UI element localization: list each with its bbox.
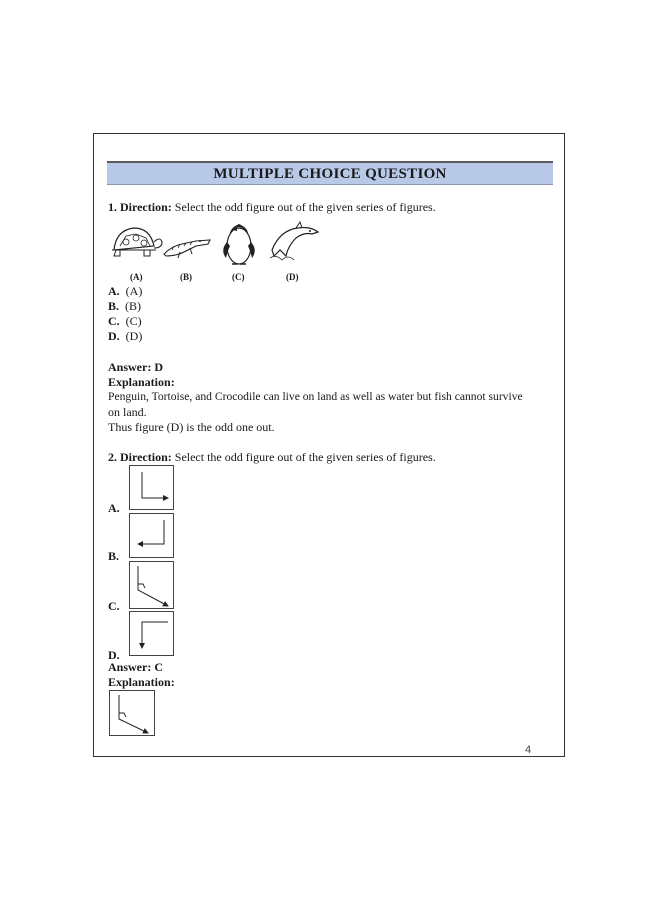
question-2-direction-label: Direction: xyxy=(120,450,172,464)
question-1-direction-label: Direction: xyxy=(120,200,172,214)
figure-label-a: (A) xyxy=(130,272,143,282)
question-2-option-c[interactable]: C. xyxy=(108,599,120,613)
question-1-explanation-line-1: Penguin, Tortoise, and Crocodile can live on land as well as water but fish cannot survive xyxy=(108,390,523,403)
question-2-figure-c xyxy=(129,561,174,609)
question-2-direction-text: Select the odd figure out of the given series of figures. xyxy=(174,450,436,464)
question-2-figure-b xyxy=(129,513,174,558)
question-2-answer: Answer: C xyxy=(108,660,163,674)
question-1-answer: Answer: D xyxy=(108,360,163,374)
question-1-explanation-line-2: on land. xyxy=(108,405,147,419)
section-header: MULTIPLE CHOICE QUESTION xyxy=(107,161,553,185)
figure-label-b: (B) xyxy=(180,272,192,282)
question-2-option-b[interactable]: B. xyxy=(108,549,120,563)
question-1-option-c[interactable]: C. (C) xyxy=(108,314,142,328)
figure-label-d: (D) xyxy=(286,272,299,282)
question-1-explanation-line-3: Thus figure (D) is the odd one out. xyxy=(108,420,275,434)
question-2-number: 2. xyxy=(108,450,117,464)
question-2-explanation-label: Explanation: xyxy=(108,675,175,689)
tortoise-icon xyxy=(108,220,164,266)
question-1-option-b[interactable]: B. (B) xyxy=(108,299,142,313)
question-1-explanation-label: Explanation: xyxy=(108,375,175,389)
question-2-option-d[interactable]: D. xyxy=(108,648,120,662)
question-2-direction xyxy=(108,450,436,464)
dolphin-icon xyxy=(266,216,322,266)
figure-label-c: (C) xyxy=(232,272,245,282)
penguin-icon xyxy=(216,216,262,268)
question-2-explanation-figure xyxy=(109,690,155,736)
question-1-direction-text: Select the odd figure out of the given series of figures. xyxy=(174,200,436,214)
page-number: 4 xyxy=(525,744,532,756)
question-1-direction xyxy=(108,200,436,214)
question-1-option-a[interactable]: A. (A) xyxy=(108,284,143,298)
question-2-option-a[interactable]: A. xyxy=(108,501,120,515)
crocodile-icon xyxy=(162,224,212,262)
question-1-option-d[interactable]: D. (D) xyxy=(108,329,143,343)
question-2-figure-a xyxy=(129,465,174,510)
question-2-figure-d xyxy=(129,611,174,656)
question-1-number: 1. xyxy=(108,200,117,214)
